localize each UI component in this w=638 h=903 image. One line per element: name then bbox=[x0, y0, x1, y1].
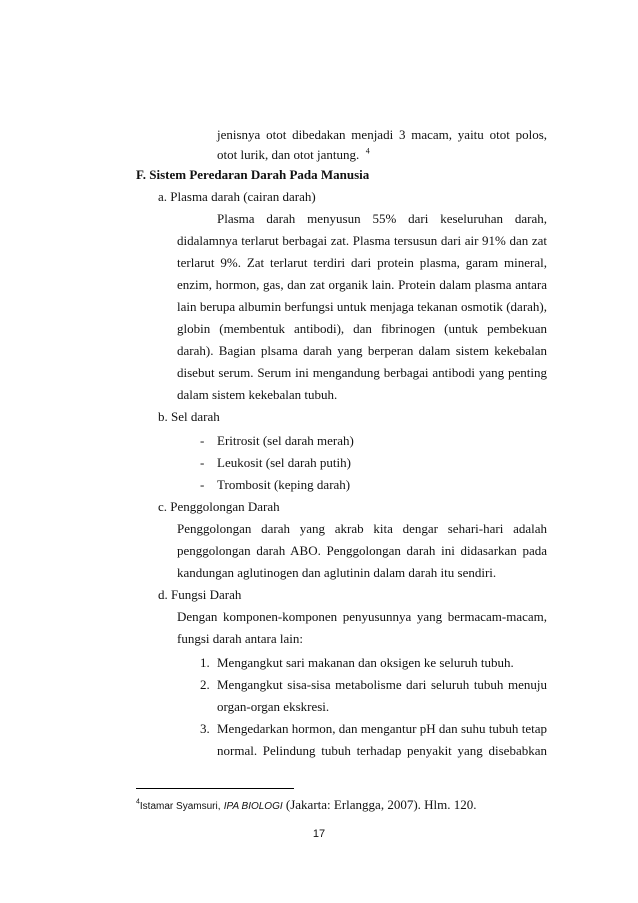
numbered-item-text: Mengedarkan hormon, dan mengantur pH dan suhu tubuh tetap bbox=[217, 721, 547, 736]
list-item bbox=[200, 477, 350, 493]
footnote bbox=[136, 797, 477, 813]
list-item-text: Leukosit (sel darah putih) bbox=[217, 455, 351, 470]
list-dash: - bbox=[200, 433, 205, 448]
paragraph-a-line-1: Plasma darah menyusun 55% dari keseluruhan darah, bbox=[217, 211, 547, 226]
footnote-divider bbox=[136, 788, 294, 789]
footnote-number: 4 bbox=[136, 798, 140, 806]
paragraph-a-line-4: enzim, hormon, gas, dan zat organik lain. Protein dalam plasma antara bbox=[177, 277, 547, 292]
paragraph-a-line-9: dalam sistem kekebalan tubuh. bbox=[177, 387, 338, 402]
section-f-title: F. Sistem Peredaran Darah Pada Manusia bbox=[136, 167, 370, 182]
numbered-item-number: 1. bbox=[200, 655, 210, 670]
paragraph-a-line-2: didalamnya terlarut berbagai zat. Plasma tersusun dari air 91% dan zat bbox=[177, 233, 547, 248]
numbered-item-number: 2. bbox=[200, 677, 210, 692]
footnote-title: IPA BIOLOGI bbox=[223, 801, 283, 812]
paragraph-d-line-2: fungsi darah antara lain: bbox=[177, 631, 303, 646]
intro-line-2-text: otot lurik, dan otot jantung. bbox=[217, 147, 360, 162]
paragraph-c-line-2: penggolongan darah ABO. Penggolongan darah ini didasarkan pada bbox=[177, 543, 547, 558]
subsection-b-heading: b. Sel darah bbox=[158, 409, 220, 424]
footnote-author: Istamar Syamsuri, bbox=[139, 801, 221, 812]
footnote-rest: (Jakarta: Erlangga, 2007). Hlm. 120. bbox=[285, 797, 477, 812]
paragraph-c-line-3: kandungan aglutinogen dan aglutinin dalam darah itu sendiri. bbox=[177, 565, 497, 580]
paragraph-c-line-1: Penggolongan darah yang akrab kita dengar sehari-hari adalah bbox=[177, 521, 547, 536]
paragraph-d-line-1: Dengan komponen-komponen penyusunnya yang bermacam-macam, bbox=[177, 609, 547, 624]
list-item bbox=[200, 455, 351, 471]
paragraph-a-line-5: lain berupa albumin berfungsi untuk menjaga tekanan osmotik (darah), bbox=[177, 299, 547, 314]
list-item bbox=[200, 433, 354, 449]
page-number: 17 bbox=[312, 828, 326, 840]
footnote-ref[interactable]: 4 bbox=[365, 146, 370, 156]
paragraph-a-line-7: darah). Bagian plsama darah yang berperan dalam sistem kekebalan bbox=[177, 343, 547, 358]
list-dash: - bbox=[200, 455, 205, 470]
subsection-c-heading: c. Penggolongan Darah bbox=[158, 499, 280, 514]
numbered-item-text: normal. Pelindung tubuh terhadap penyakit yang disebabkan bbox=[217, 743, 547, 758]
intro-line-2 bbox=[217, 147, 370, 163]
numbered-item-number: 3. bbox=[200, 721, 210, 736]
paragraph-a-line-8: disebut serum. Serum ini mengandung berbagai antibodi yang penting bbox=[177, 365, 547, 380]
list-item-text: Trombosit (keping darah) bbox=[217, 477, 351, 492]
numbered-item-text: Mengangkut sisa-sisa metabolisme dari seluruh tubuh menuju bbox=[217, 677, 547, 692]
subsection-d-heading: d. Fungsi Darah bbox=[158, 587, 242, 602]
paragraph-a-line-6: globin (membentuk antibodi), dan fibrinogen (untuk pembekuan bbox=[177, 321, 547, 336]
intro-line-1: jenisnya otot dibedakan menjadi 3 macam, yaitu otot polos, bbox=[217, 127, 547, 142]
list-dash: - bbox=[200, 477, 205, 492]
subsection-a-heading: a. Plasma darah (cairan darah) bbox=[158, 189, 316, 204]
numbered-item-text: organ-organ ekskresi. bbox=[217, 699, 330, 714]
paragraph-a-line-3: terlarut 9%. Zat terlarut terdiri dari protein plasma, garam mineral, bbox=[177, 255, 547, 270]
numbered-item-text: Mengangkut sari makanan dan oksigen ke seluruh tubuh. bbox=[217, 655, 514, 670]
list-item-text: Eritrosit (sel darah merah) bbox=[217, 433, 354, 448]
